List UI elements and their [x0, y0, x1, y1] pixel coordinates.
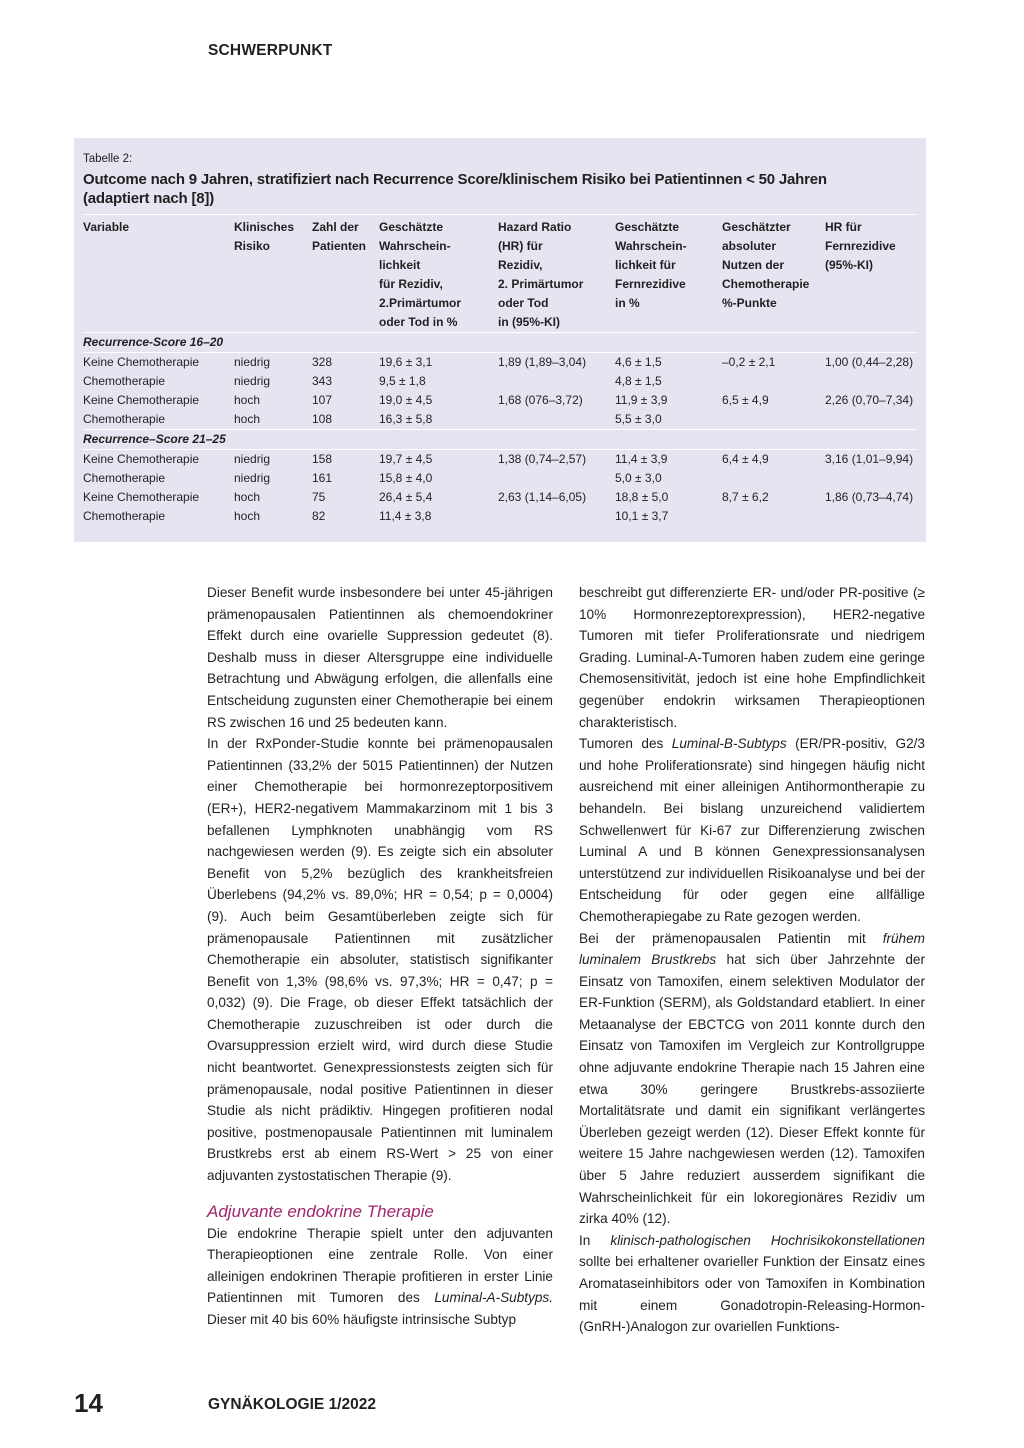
- table-cell: niedrig: [234, 471, 271, 485]
- emphasis: frühem luminalem Brustkrebs: [579, 930, 925, 968]
- table-row: [83, 488, 917, 507]
- table-cell: Keine Chemotherapie: [83, 355, 200, 369]
- table-cell: Keine Chemotherapie: [83, 452, 200, 466]
- table-panel: [74, 138, 926, 542]
- table-cell: 6,4 ± 4,9: [722, 452, 769, 466]
- table-row: [83, 507, 917, 526]
- column-header: Klinisches Risiko: [234, 220, 295, 253]
- table-cell: 16,3 ± 5,8: [379, 410, 498, 430]
- table-cell: 19,7 ± 4,5: [379, 452, 433, 466]
- column-header: Geschätzte Wahrschein- lichkeit für Fernrezidive in %: [615, 220, 687, 310]
- table-cell: [498, 410, 615, 430]
- table-row: [83, 450, 917, 470]
- table-cell: 158: [312, 452, 333, 466]
- table-cell: 19,0 ± 4,5: [379, 393, 433, 407]
- table-cell: 82: [312, 509, 326, 523]
- table-cell: 11,4 ± 3,9: [615, 452, 668, 466]
- paragraph: beschreibt gut differenzierte ER- und/oder PR-positive (≥ 10% Hormonrezeptorexpression), HER2-negative Tumoren mit tiefer Proliferationsrate und niedrigem Grading. Luminal-A-Tumoren haben zudem eine geringe Chemosensitivität, jedoch ist eine hohe Empfindlichkeit gegenüber endokrin wirksamen Therapieoptionen charakteristisch.: [579, 585, 925, 730]
- paragraph: In klinisch-pathologischen Hochrisikokonstellationen sollte bei erhaltener ovarieller Funktion der Einsatz eines Aromataseinhibitors oder von Tamoxifen in Kombination mit einem Gonadotropin-Releasing-Hormon-(GnRH-)Analogon zur ovariellen Funktions-: [579, 1232, 925, 1335]
- emphasis: Luminal-A-Subtyps.: [434, 1290, 553, 1306]
- table-cell: hoch: [234, 410, 312, 430]
- table-cell: [722, 507, 825, 526]
- table-cell: Chemotherapie: [83, 471, 166, 485]
- journal-name: GYNÄKOLOGIE 1/2022: [208, 1396, 376, 1413]
- section-heading: Adjuvante endokrine Therapie: [207, 1201, 434, 1221]
- table-cell: 328: [312, 355, 333, 369]
- table-cell: 9,5 ± 1,8: [379, 374, 426, 388]
- table-title: Outcome nach 9 Jahren, stratifiziert nach Recurrence Score/klinischem Risiko bei Patientinnen < 50 Jahren (adaptiert nach [8]): [83, 171, 827, 207]
- outcome-table: [83, 215, 917, 526]
- column-header: Geschätzter absoluter Nutzen der Chemotherapie %-Punkte: [722, 220, 810, 310]
- table-cell: 10,1 ± 3,7: [615, 509, 669, 523]
- table-cell: [722, 372, 825, 391]
- paragraph: Bei der prämenopausalen Patientin mit frühem luminalem Brustkrebs hat sich über Jahrzehnte der Einsatz von Tamoxifen, einem selektiven Modulator der ER-Funktion (SERM), als Goldstandard etabliert. In einer Metaanalyse der EBCTCG von 2011 konnte durch den Einsatz von Tamoxifen im Vergleich zur Kontrollgruppe ohne adjuvante endokrine Therapie nach 15 Jahren eine etwa 30% geringere Brustkrebs-assoziierte Mortalitätsrate und damit ein signifikant verlängertes Überleben gezeigt werden (12). Dieser Effekt konnte für weitere 15 Jahre nachgewiesen werden (12). Tamoxifen über 5 Jahre reduziert ausserdem signifikant die Wahrscheinlichkeit für ein lokoregionäres Rezidiv um zirka 40% (12).: [579, 930, 925, 1227]
- table-cell: Chemotherapie: [83, 509, 166, 523]
- table-cell: hoch: [234, 490, 261, 504]
- table-row: [83, 391, 917, 410]
- group-label: Recurrence-Score 16–20: [83, 333, 917, 353]
- table-cell: 1,68 (076–3,72): [498, 393, 583, 407]
- table-caption: Tabelle 2:: [83, 153, 133, 165]
- table-cell: [825, 507, 917, 526]
- table-cell: [722, 410, 825, 430]
- table-cell: niedrig: [234, 452, 271, 466]
- table-cell: hoch: [234, 393, 261, 407]
- paragraph: Dieser Benefit wurde insbesondere bei unter 45-jährigen prämenopausalen Patientinnen als chemoendokriner Effekt durch eine ovarielle Suppression gedeutet (8). Deshalb muss in dieser Altersgruppe eine individuelle Betrachtung und Abwägung erfolgen, die allenfalls eine Entscheidung zugunsten einer Chemotherapie bei einem RS zwischen 16 und 25 bedeuten kann.: [207, 585, 553, 730]
- table-cell: [825, 410, 917, 430]
- emphasis: Luminal-B-Subtyps: [671, 736, 787, 752]
- paragraph: In der RxPonder-Studie konnte bei prämenopausalen Patientinnen (33,2% der 5015 Patientinnen) der Nutzen einer Chemotherapie bei hormonrezeptorpositivem (ER+), HER2-negativem Mammakarzinom mit 1 bis 3 befallenen Lymphknoten unabhängig vom RS nachgewiesen werden (9). Es zeigte sich ein absoluter Benefit von 5,2% bezüglich des krankheitsfreien Überlebens (94,2% vs. 89,0%; HR = 0,54; p = 0,0004) (9). Auch beim Gesamtüberleben zeigte sich für prämenopausale Patientinnen mit zusätzlicher Chemotherapie ein absoluter, statistisch signifikanter Benefit von 1,3% (98,6% vs. 97,3%; HR = 0,47; p = 0,032) (9). Die Frage, ob dieser Effekt tatsächlich der Chemotherapie zuzuschreiben ist oder durch die Ovarsuppression erzielt wird, wird durch diese Studie nicht beantwortet. Genexpressionstests zeigten sich für prämenopausale, nodal positive Patientinnen in dieser Studie als nicht prädiktiv. Hingegen profitieren nodal positive, postmenopausale Patientinnen mit luminalem Brustkrebs erst ab einem RS-Wert > 25 von einer adjuvanten zystostatischen Therapie (9).: [207, 736, 553, 1184]
- table-cell: 11,4 ± 3,8: [379, 509, 432, 523]
- table-cell: 19,6 ± 3,1: [379, 355, 433, 369]
- table-cell: 2,63 (1,14–6,05): [498, 490, 587, 504]
- column-header: Variable: [83, 220, 130, 234]
- table-cell: [825, 372, 917, 391]
- table-body: [83, 333, 917, 527]
- page-number: 14: [74, 1388, 103, 1418]
- group-label: Recurrence–Score 21–25: [83, 430, 917, 450]
- table-group-row: [83, 430, 917, 450]
- table-cell: [825, 469, 917, 488]
- table-cell: Chemotherapie: [83, 410, 234, 430]
- table-cell: 4,8 ± 1,5: [615, 374, 662, 388]
- table-cell: 26,4 ± 5,4: [379, 490, 433, 504]
- table-cell: 11,9 ± 3,9: [615, 393, 668, 407]
- table-cell: 108: [312, 410, 379, 430]
- table-cell: [498, 372, 615, 391]
- table-cell: 343: [312, 374, 333, 388]
- table-cell: 107: [312, 393, 333, 407]
- table-cell: Keine Chemotherapie: [83, 490, 200, 504]
- table-row: [83, 469, 917, 488]
- text-column-right: [579, 582, 925, 1338]
- table-row: [83, 372, 917, 391]
- table-cell: 5,5 ± 3,0: [615, 410, 722, 430]
- column-header: HR für Fernrezidive (95%-KI): [825, 220, 896, 272]
- table-cell: 161: [312, 471, 333, 485]
- section-label: SCHWERPUNKT: [208, 42, 333, 59]
- table-cell: Chemotherapie: [83, 374, 166, 388]
- table-cell: 3,16 (1,01–9,94): [825, 452, 914, 466]
- column-header: Zahl der Patienten: [312, 220, 367, 253]
- column-header: Geschätzte Wahrschein- lichkeit für Rezidiv, 2.Primärtumor oder Tod in %: [379, 220, 462, 329]
- paragraph: Die endokrine Therapie spielt unter den adjuvanten Therapieoptionen eine zentrale Rolle. Von einer alleinigen endokrinen Therapie profitieren in erster Linie Patientinnen mit Tumoren des Luminal-A-Subtyps. Dieser mit 40 bis 60% häufigste intrinsische Subtyp: [207, 1225, 553, 1327]
- table-cell: [498, 507, 615, 526]
- table-cell: 5,0 ± 3,0: [615, 471, 662, 485]
- table-cell: –0,2 ± 2,1: [722, 355, 776, 369]
- column-header: Hazard Ratio (HR) für Rezidiv, 2. Primärtumor oder Tod in (95%-KI): [498, 220, 584, 329]
- table-header-row: [83, 215, 917, 333]
- table-cell: 1,89 (1,89–3,04): [498, 355, 587, 369]
- table-row: [83, 353, 917, 373]
- table-cell: 75: [312, 490, 326, 504]
- table-cell: 15,8 ± 4,0: [379, 471, 433, 485]
- table-cell: 1,00 (0,44–2,28): [825, 355, 914, 369]
- table-cell: 1,38 (0,74–2,57): [498, 452, 587, 466]
- table-cell: 4,6 ± 1,5: [615, 355, 662, 369]
- table-group-row: [83, 333, 917, 353]
- table-cell: [722, 469, 825, 488]
- table-cell: niedrig: [234, 374, 271, 388]
- text-column-left: [207, 582, 553, 1331]
- table-cell: Keine Chemotherapie: [83, 393, 200, 407]
- table-cell: niedrig: [234, 355, 271, 369]
- table-cell: hoch: [234, 509, 261, 523]
- table-cell: 18,8 ± 5,0: [615, 490, 669, 504]
- table-cell: 6,5 ± 4,9: [722, 393, 769, 407]
- paragraph: Tumoren des Luminal-B-Subtyps (ER/PR-positiv, G2/3 und hohe Proliferationsrate) sind hingegen häufig nicht ausreichend mit einer alleinigen Antihormontherapie zu behandeln. Bei bislang unzureichend validiertem Schwellenwert für Ki-67 zur Differenzierung zwischen Luminal A und B können Genexpressionsanalysen unterstützend zur individuellen Risikoanalyse und bei der Entscheidung für oder gegen eine allfällige Chemotherapiegabe zu Rate gezogen werden.: [579, 736, 925, 924]
- table-cell: 8,7 ± 6,2: [722, 490, 769, 504]
- table-cell: [498, 469, 615, 488]
- table-cell: 2,26 (0,70–7,34): [825, 393, 914, 407]
- emphasis: klinisch-pathologischen Hochrisikokonstellationen: [610, 1232, 925, 1248]
- table-cell: 1,86 (0,73–4,74): [825, 490, 914, 504]
- table-row: [83, 410, 917, 430]
